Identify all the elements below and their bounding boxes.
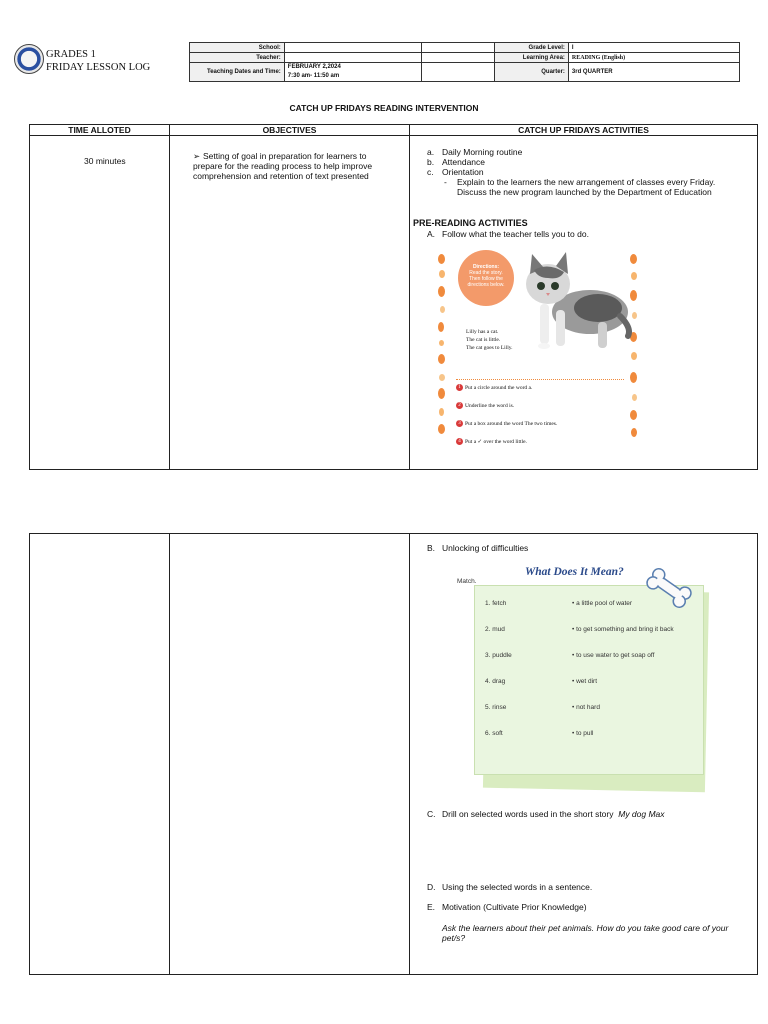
activity-list [427, 147, 522, 177]
header-title-log: FRIDAY LESSON LOG [46, 62, 151, 73]
match-rows [485, 600, 695, 756]
column-header-objectives: OBJECTIVES [262, 125, 317, 135]
date-value: FEBRUARY 2,2024 [287, 64, 341, 70]
quarter-value: 3rd QUARTER [568, 63, 739, 82]
match-label: Match. [457, 578, 477, 585]
activity-item: a. Daily Morning routine [427, 147, 523, 157]
match-row: 2. mud • to get something and bring it back [485, 626, 674, 633]
time-value: 7:30 am- 11:50 am [287, 73, 340, 79]
column-header-time: TIME ALLOTED [68, 125, 131, 135]
header-info-table [13, 42, 740, 82]
unlocking-marker: B. [427, 543, 436, 553]
school-value [284, 43, 421, 53]
sentence-text: Using the selected words in a sentence. [442, 882, 593, 892]
teacher-value [284, 53, 421, 63]
header-title-grades: GRADES 1 [46, 49, 96, 60]
learning-area-label: Learning Area: [494, 53, 568, 63]
prereading-a-marker: A. [427, 229, 436, 239]
school-label: School: [189, 43, 284, 53]
page-title: CATCH UP FRIDAYS READING INTERVENTION [289, 103, 479, 113]
unlocking-text: Unlocking of difficulties [442, 543, 529, 553]
grade-level-value: I [568, 43, 739, 53]
activity-item: c. Orientation [427, 167, 484, 177]
activity-item: b. Attendance [427, 157, 486, 167]
column-divider-2b [409, 533, 410, 974]
time-allotted: 30 minutes [84, 156, 126, 166]
learning-area-value: READING (English) [568, 53, 739, 63]
column-header-activities: CATCH UP FRIDAYS ACTIVITIES [518, 125, 649, 135]
match-row: 3. puddle • to use water to get soap off [485, 652, 655, 659]
worksheet-instructions: 1 Put a circle around the word a. 2 Underline the word is. 3 Put a box around the word The two times. 4 Put a ✓ over the word little. [456, 384, 626, 456]
grade-level-label: Grade Level: [494, 43, 568, 53]
sentence-marker: D. [427, 882, 436, 892]
teacher-label: Teacher: [189, 53, 284, 63]
match-row: 1. fetch • a little pool of water [485, 600, 633, 607]
prereading-a-text: Follow what the teacher tells you to do. [442, 229, 589, 239]
header-row-divider [29, 135, 758, 136]
drill-text: Drill on selected words used in the short story My dog Max [442, 809, 665, 819]
orientation-detail: Explain to the learners the new arrangement of classes every Friday. Discuss the new program launched by the Department of Education [457, 177, 716, 197]
orientation-dash: - [444, 177, 447, 187]
objective-bullet: ➢ [193, 151, 201, 161]
match-row: 6. soft • to pull [485, 730, 594, 737]
dates-label: Teaching Dates and Time: [189, 63, 284, 82]
objective-text: Setting of goal in preparation for learners to prepare for the reading process to help improve comprehension and retention of text presented [193, 151, 373, 181]
motivation-text: Motivation (Cultivate Prior Knowledge) [442, 902, 587, 912]
match-row: 4. drag • wet dirt [485, 678, 598, 685]
quarter-label: Quarter: [494, 63, 568, 82]
drill-marker: C. [427, 809, 436, 819]
motivation-question: Ask the learners about their pet animals. How do you take good care of your pet/s? [442, 923, 729, 943]
column-divider-1b [169, 533, 170, 974]
directions-bubble: Directions: Read the story. Then follow the directions below. [458, 250, 514, 306]
motivation-marker: E. [427, 902, 436, 912]
worksheet-story: Lilly has a cat. The cat is little. The cat goes to Lilly. [466, 329, 513, 351]
kitten-illustration [520, 250, 632, 354]
prereading-heading: PRE-READING ACTIVITIES [413, 218, 528, 228]
match-row: 5. rinse • not hard [485, 704, 600, 711]
column-divider-2 [409, 124, 410, 469]
column-divider-1 [169, 124, 170, 469]
match-card-title: What Does It Mean? [525, 566, 624, 578]
lesson-table-1 [29, 124, 758, 470]
